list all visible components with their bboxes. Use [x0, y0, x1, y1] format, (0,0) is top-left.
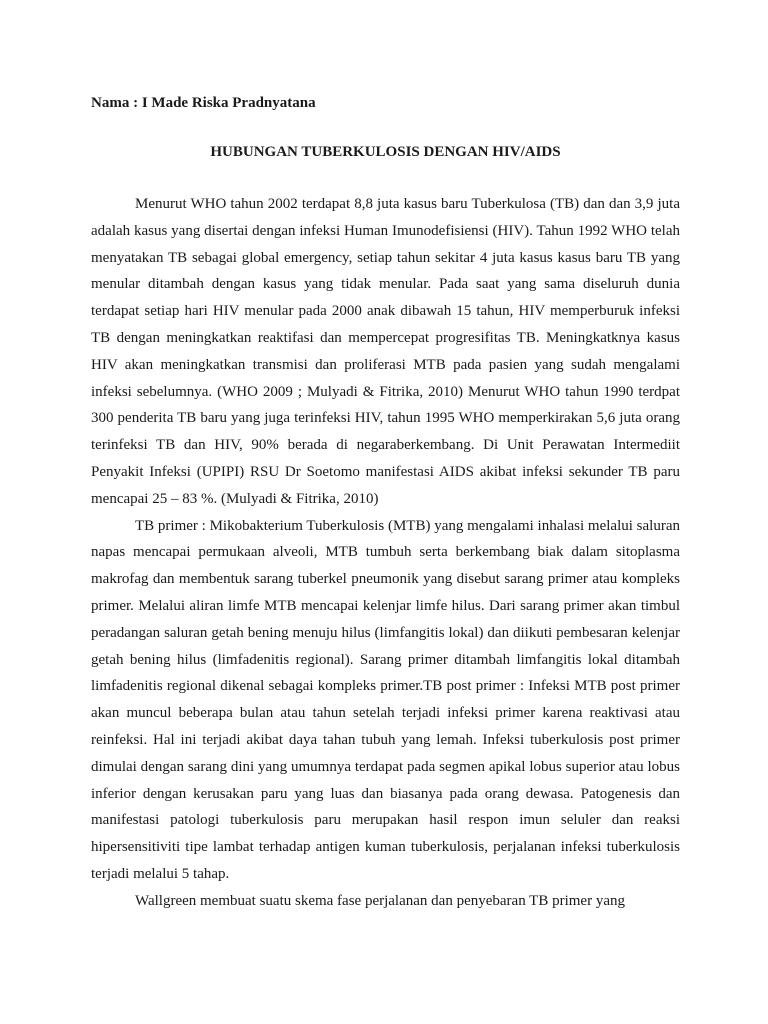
paragraph-tb-primer: TB primer : Mikobakterium Tuberkulosis (MTB) yang mengalami inhalasi melalui saluran napas mencapai permukaan alveoli, MTB tumbuh serta berkembang biak dalam sitoplasma makrofag dan membentuk sarang tuberkel pneumonik yang disebut sarang primer atau kompleks primer. Melalui aliran limfe MTB mencapai kelenjar limfe hilus. Dari sarang primer akan timbul peradangan saluran getah bening menuju hilus (limfangitis lokal) dan diikuti pembesaran kelenjar getah bening hilus (limfadenitis regional). Sarang primer ditambah limfangitis lokal ditambah limfadenitis regional dikenal sebagai kompleks primer.TB post primer : Infeksi MTB post primer akan muncul beberapa bulan atau tahun setelah terjadi infeksi primer karena reaktivasi atau reinfeksi. Hal ini terjadi akibat daya tahan tubuh yang lemah. Infeksi tuberkulosis post primer dimulai dengan sarang dini yang umumnya terdapat pada segmen apikal lobus superior atau lobus inferior dengan kerusakan paru yang luas dan biasanya pada orang dewasa. Patogenesis dan manifestasi patologi tuberkulosis paru merupakan hasil respon imun seluler dan reaksi hipersensitiviti tipe lambat terhadap antigen kuman tuberkulosis, perjalanan infeksi tuberkulosis terjadi melalui 5 tahap. [91, 517, 680, 882]
paragraph-wallgreen: Wallgreen membuat suatu skema fase perjalanan dan penyebaran TB primer yang [135, 892, 625, 909]
document-title: HUBUNGAN TUBERKULOSIS DENGAN HIV/AIDS [210, 144, 561, 160]
paragraph-who-statistics: Menurut WHO tahun 2002 terdapat 8,8 juta kasus baru Tuberkulosa (TB) dan dan 3,9 juta adalah kasus yang disertai dengan infeksi Human Imunodefisiensi (HIV). Tahun 1992 WHO telah menyatakan TB sebagai global emergency, setiap tahun sekitar 4 juta kasus kasus baru TB yang menular ditambah dengan kasus yang tidak menular. Pada saat yang sama diseluruh dunia terdapat setiap hari HIV menular pada 2000 anak dibawah 15 tahun, HIV memperburuk infeksi TB dengan meningkatkan reaktifasi dan mempercepat progresifitas TB. Meningkatknya kasus HIV akan meningkatkan transmisi dan proliferasi MTB pada pasien yang sudah mengalami infeksi sebelumnya. (WHO 2009 ; Mulyadi & Fitrika, 2010) Menurut WHO tahun 1990 terdpat 300 penderita TB baru yang juga terinfeksi HIV, tahun 1995 WHO memperkirakan 5,6 juta orang terinfeksi TB dan HIV, 90% berada di negaraberkembang. Di Unit Perawatan Intermediit Penyakit Infeksi (UPIPI) RSU Dr Soetomo manifestasi AIDS akibat infeksi sekunder TB paru mencapai 25 – 83 %. (Mulyadi & Fitrika, 2010) [91, 196, 680, 507]
document-page [91, 92, 680, 915]
author-name-line: Nama : I Made Riska Pradnyatana [91, 95, 316, 111]
